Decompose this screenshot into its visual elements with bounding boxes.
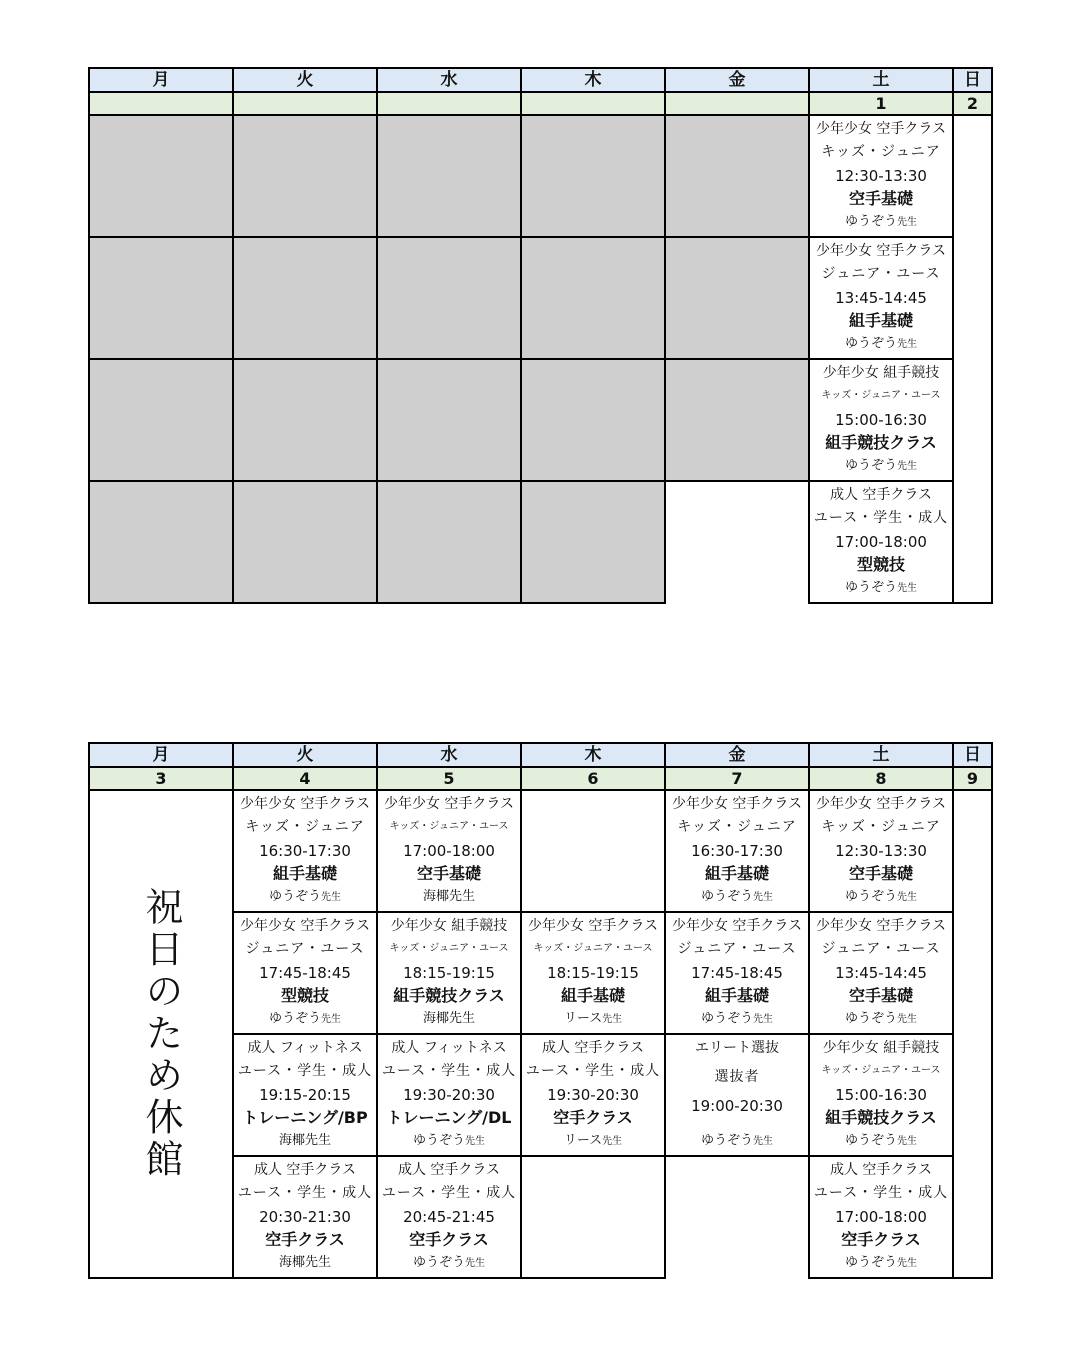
empty-cell (521, 481, 665, 603)
class-teacher: ゆうぞう先生 (412, 1133, 485, 1148)
class-cell[interactable] (377, 790, 521, 912)
class-group: 少年少女 空手クラス (239, 918, 371, 934)
empty-cell (953, 912, 992, 1034)
blank-cell (665, 1156, 809, 1278)
empty-cell (377, 481, 521, 603)
class-level: ジュニア・ユース (821, 941, 941, 958)
empty-cell (521, 115, 665, 237)
class-name: 組手基礎 (848, 310, 913, 330)
class-name: 空手基礎 (848, 863, 913, 883)
date-sun: 2 (953, 92, 992, 115)
day-header-sun: 日 (953, 68, 992, 92)
class-name: 組手基礎 (272, 863, 337, 883)
empty-cell (233, 237, 377, 359)
class-level: ユース・学生・成人 (381, 1063, 517, 1080)
class-time: 12:30-13:30 (835, 166, 927, 185)
class-group: 少年少女 空手クラス (671, 918, 803, 934)
class-teacher: ゆうぞう先生 (700, 1011, 773, 1026)
class-cell[interactable] (665, 912, 809, 1034)
class-time: 19:00-20:30 (691, 1096, 783, 1115)
class-time: 13:45-14:45 (835, 963, 927, 982)
class-cell[interactable] (233, 912, 377, 1034)
date-mon (89, 92, 233, 115)
class-name: 空手クラス (409, 1229, 489, 1249)
empty-cell (89, 359, 233, 481)
class-cell[interactable] (233, 790, 377, 912)
day-header-sat: 土 (809, 743, 953, 767)
empty-cell (89, 237, 233, 359)
class-cell[interactable] (233, 1156, 377, 1278)
class-level: ユース・学生・成人 (237, 1185, 373, 1202)
date-sun: 9 (953, 767, 992, 790)
class-time: 16:30-17:30 (259, 841, 351, 860)
class-teacher: ゆうぞう先生 (844, 336, 917, 351)
class-group: 成人 空手クラス (829, 487, 933, 503)
class-time: 17:45-18:45 (259, 963, 351, 982)
day-header-sat: 土 (809, 68, 953, 92)
empty-cell (665, 359, 809, 481)
class-group: 少年少女 空手クラス (671, 796, 803, 812)
class-cell[interactable] (809, 790, 953, 912)
class-cell[interactable] (233, 1034, 377, 1156)
day-header-thu: 木 (521, 68, 665, 92)
class-name: 空手クラス (265, 1229, 345, 1249)
class-time: 19:30-20:30 (547, 1085, 639, 1104)
day-header-row (89, 743, 992, 767)
class-cell[interactable] (809, 359, 953, 481)
class-name: トレーニング/DL (386, 1107, 512, 1127)
empty-cell (521, 237, 665, 359)
date-sat: 8 (809, 767, 953, 790)
class-teacher: ゆうぞう先生 (844, 214, 917, 229)
week1-schedule-table (88, 67, 993, 604)
empty-cell (953, 1034, 992, 1156)
class-teacher: ゆうぞう先生 (700, 1133, 773, 1148)
day-header-tue: 火 (233, 743, 377, 767)
class-group: 成人 フィットネス (391, 1040, 507, 1056)
empty-cell (233, 115, 377, 237)
slot-row-2 (89, 237, 992, 359)
date-sat: 1 (809, 92, 953, 115)
class-group: 成人 空手クラス (541, 1040, 645, 1056)
empty-cell (377, 237, 521, 359)
class-group: 少年少女 空手クラス (815, 796, 947, 812)
date-row (89, 767, 992, 790)
date-fri: 7 (665, 767, 809, 790)
class-name: 組手基礎 (704, 863, 769, 883)
slot-row-4 (89, 481, 992, 603)
class-teacher: ゆうぞう先生 (268, 1011, 341, 1026)
class-cell[interactable] (521, 1034, 665, 1156)
class-group: 少年少女 組手競技 (822, 365, 940, 381)
class-level: ユース・学生・成人 (525, 1063, 661, 1080)
class-group: 成人 フィットネス (247, 1040, 363, 1056)
date-wed (377, 92, 521, 115)
class-time: 20:30-21:30 (259, 1207, 351, 1226)
class-name: 組手競技クラス (825, 1107, 937, 1127)
class-group: 少年少女 空手クラス (527, 918, 659, 934)
class-name: 空手クラス (841, 1229, 921, 1249)
empty-cell (89, 481, 233, 603)
class-cell[interactable] (377, 1156, 521, 1278)
class-name: 組手競技クラス (825, 432, 937, 452)
class-teacher: ゆうぞう先生 (844, 1133, 917, 1148)
class-time: 18:15-19:15 (547, 963, 639, 982)
class-name: 空手基礎 (848, 188, 913, 208)
class-teacher: 海椰先生 (278, 1133, 331, 1148)
empty-cell (953, 359, 992, 481)
class-group: 少年少女 空手クラス (815, 918, 947, 934)
class-cell[interactable] (665, 1034, 809, 1156)
empty-cell (953, 115, 992, 237)
class-time: 16:30-17:30 (691, 841, 783, 860)
slot-row-3 (89, 359, 992, 481)
day-header-mon: 月 (89, 743, 233, 767)
date-thu (521, 92, 665, 115)
class-level: ユース・学生・成人 (381, 1185, 517, 1202)
class-group: 成人 空手クラス (397, 1162, 501, 1178)
date-row (89, 92, 992, 115)
class-time: 12:30-13:30 (835, 841, 927, 860)
class-time: 15:00-16:30 (835, 410, 927, 429)
empty-cell (953, 481, 992, 603)
date-mon: 3 (89, 767, 233, 790)
class-level: ジュニア・ユース (677, 941, 797, 958)
class-level: キッズ・ジュニア (821, 819, 941, 836)
class-level: キッズ・ジュニア・ユース (533, 943, 653, 955)
empty-cell (233, 359, 377, 481)
empty-cell (953, 237, 992, 359)
class-level: ユース・学生・成人 (237, 1063, 373, 1080)
blank-cell (665, 481, 809, 603)
holiday-notice-cell (89, 790, 233, 1278)
class-group: 少年少女 空手クラス (239, 796, 371, 812)
class-cell[interactable] (809, 115, 953, 237)
empty-cell (665, 237, 809, 359)
class-cell[interactable] (809, 481, 953, 603)
class-teacher: ゆうぞう先生 (700, 889, 773, 904)
class-level: ジュニア・ユース (821, 266, 941, 283)
class-cell[interactable] (665, 790, 809, 912)
class-teacher: 海椰先生 (278, 1255, 331, 1270)
empty-cell (953, 790, 992, 912)
empty-cell (665, 115, 809, 237)
class-level: ジュニア・ユース (245, 941, 365, 958)
day-header-mon: 月 (89, 68, 233, 92)
class-time: 20:45-21:45 (403, 1207, 495, 1226)
holiday-closed-text: 祝日のため休館 (139, 887, 183, 1181)
class-cell[interactable] (377, 1034, 521, 1156)
date-thu: 6 (521, 767, 665, 790)
class-teacher: ゆうぞう先生 (844, 580, 917, 595)
class-cell[interactable] (809, 237, 953, 359)
class-group: 成人 空手クラス (253, 1162, 357, 1178)
class-level: ユース・学生・成人 (813, 510, 949, 527)
class-level: キッズ・ジュニア (245, 819, 365, 836)
class-level: 選抜者 (714, 1068, 760, 1085)
empty-cell (521, 359, 665, 481)
day-header-wed: 水 (377, 68, 521, 92)
class-level: キッズ・ジュニア・ユース (821, 1065, 941, 1077)
date-wed: 5 (377, 767, 521, 790)
class-teacher: ゆうぞう先生 (412, 1255, 485, 1270)
class-name: トレーニング/BP (242, 1107, 368, 1127)
class-teacher: リース先生 (563, 1133, 623, 1148)
class-time: 17:00-18:00 (835, 1207, 927, 1226)
class-time: 18:15-19:15 (403, 963, 495, 982)
class-teacher: ゆうぞう先生 (844, 1011, 917, 1026)
week2-schedule-table (88, 742, 993, 1279)
date-tue: 4 (233, 767, 377, 790)
class-group: 少年少女 空手クラス (815, 121, 947, 137)
class-time: 19:30-20:30 (403, 1085, 495, 1104)
class-time: 17:00-18:00 (403, 841, 495, 860)
class-cell[interactable] (521, 912, 665, 1034)
class-time: 19:15-20:15 (259, 1085, 351, 1104)
day-header-tue: 火 (233, 68, 377, 92)
class-teacher: ゆうぞう先生 (268, 889, 341, 904)
class-teacher: 海椰先生 (422, 1011, 475, 1026)
class-time: 17:45-18:45 (691, 963, 783, 982)
class-group: 少年少女 空手クラス (815, 243, 947, 259)
class-level: キッズ・ジュニア (821, 144, 941, 161)
class-cell[interactable] (809, 1156, 953, 1278)
class-cell[interactable] (809, 1034, 953, 1156)
class-level: キッズ・ジュニア (677, 819, 797, 836)
day-header-thu: 木 (521, 743, 665, 767)
class-name: 空手基礎 (416, 863, 481, 883)
class-name: 空手基礎 (848, 985, 913, 1005)
class-group: 少年少女 組手競技 (390, 918, 508, 934)
class-time: 15:00-16:30 (835, 1085, 927, 1104)
class-group: 少年少女 組手競技 (822, 1040, 940, 1056)
class-level: キッズ・ジュニア・ユース (821, 390, 941, 402)
class-level: キッズ・ジュニア・ユース (389, 943, 509, 955)
class-teacher: 海椰先生 (422, 889, 475, 904)
day-header-fri: 金 (665, 743, 809, 767)
empty-cell (521, 790, 665, 912)
date-tue (233, 92, 377, 115)
class-name: 空手クラス (553, 1107, 633, 1127)
class-time: 13:45-14:45 (835, 288, 927, 307)
slot-row-1 (89, 790, 992, 912)
day-header-sun: 日 (953, 743, 992, 767)
day-header-fri: 金 (665, 68, 809, 92)
empty-cell (89, 115, 233, 237)
empty-cell (953, 1156, 992, 1278)
class-teacher: リース先生 (563, 1011, 623, 1026)
class-name: 組手基礎 (704, 985, 769, 1005)
empty-cell (521, 1156, 665, 1278)
class-name: 組手競技クラス (393, 985, 505, 1005)
class-group: エリート選抜 (695, 1040, 779, 1056)
class-name: 型競技 (280, 985, 329, 1005)
class-group: 成人 空手クラス (829, 1162, 933, 1178)
class-name: 組手基礎 (560, 985, 625, 1005)
class-teacher: ゆうぞう先生 (844, 1255, 917, 1270)
date-fri (665, 92, 809, 115)
class-time: 17:00-18:00 (835, 532, 927, 551)
empty-cell (377, 115, 521, 237)
class-teacher: ゆうぞう先生 (844, 889, 917, 904)
empty-cell (377, 359, 521, 481)
empty-cell (233, 481, 377, 603)
class-level: ユース・学生・成人 (813, 1185, 949, 1202)
class-name: 型競技 (856, 554, 905, 574)
class-level: キッズ・ジュニア・ユース (389, 821, 509, 833)
class-cell[interactable] (377, 912, 521, 1034)
day-header-row (89, 68, 992, 92)
class-group: 少年少女 空手クラス (383, 796, 515, 812)
class-cell[interactable] (809, 912, 953, 1034)
slot-row-1 (89, 115, 992, 237)
class-teacher: ゆうぞう先生 (844, 458, 917, 473)
day-header-wed: 水 (377, 743, 521, 767)
